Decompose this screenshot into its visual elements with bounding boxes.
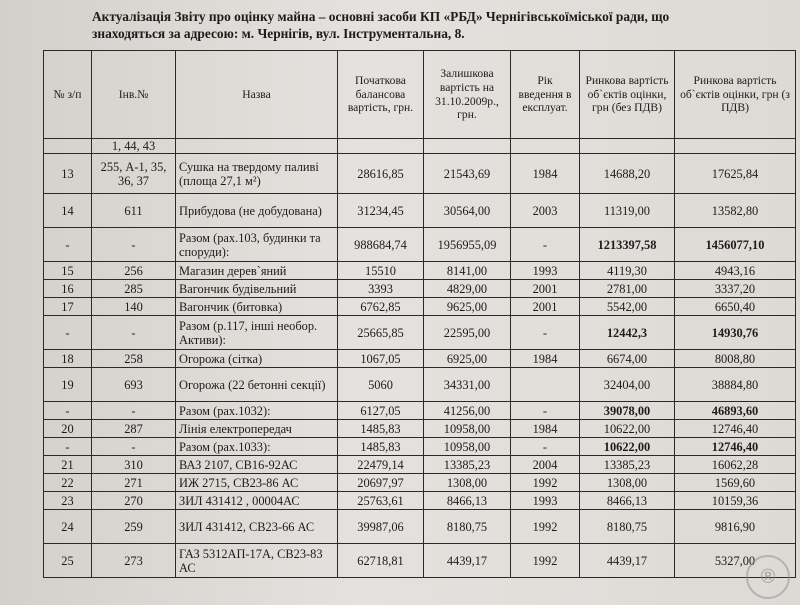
row-initial-cell: 22479,14 [338,456,424,474]
row-residual-cell: 21543,69 [424,154,511,194]
row-num-cell: 21 [44,456,92,474]
row-name-cell: ГАЗ 5312АП-17А, СВ23-83 АС [176,544,338,578]
row-initial-cell: 62718,81 [338,544,424,578]
row-residual-cell: 8180,75 [424,510,511,544]
row-num-cell: 19 [44,368,92,402]
row-inv-cell: 140 [92,298,176,316]
row-inv-cell: 259 [92,510,176,544]
row-inv-cell: 287 [92,420,176,438]
row-num-cell: 24 [44,510,92,544]
row-market-no-vat-cell: 6674,00 [580,350,675,368]
row-market-vat-cell: 8008,80 [675,350,796,368]
row-residual-cell: 10958,00 [424,438,511,456]
row-year-cell: 1992 [511,474,580,492]
row-num-cell: 22 [44,474,92,492]
row-num-cell: - [44,438,92,456]
table-row [44,298,796,316]
header-residual-value: Залишкова вартість на 31.10.2009р., грн. [424,51,511,139]
row-residual-cell: 4439,17 [424,544,511,578]
row-name-cell: Вагончик будівельний [176,280,338,298]
row-residual-cell: 22595,00 [424,316,511,350]
row-name-cell: Разом (рах.1032): [176,402,338,420]
table-row [44,154,796,194]
row-inv-cell: 273 [92,544,176,578]
row-market-no-vat-cell: 13385,23 [580,456,675,474]
header-market-vat: Ринкова вартість об`єктів оцінки, грн (з ПДВ) [675,51,796,139]
row-residual-cell: 4829,00 [424,280,511,298]
row-num-cell: 18 [44,350,92,368]
row-inv-cell: 1, 44, 43 [92,139,176,154]
row-market-no-vat-cell: 10622,00 [580,420,675,438]
row-num-cell: 13 [44,154,92,194]
row-residual-cell: 1956955,09 [424,228,511,262]
row-name-cell: Огорожа (сітка) [176,350,338,368]
row-residual-cell: 6925,00 [424,350,511,368]
row-year-cell [511,139,580,154]
row-inv-cell: 258 [92,350,176,368]
row-year-cell: 2001 [511,280,580,298]
table-row [44,474,796,492]
row-market-vat-cell: 46893,60 [675,402,796,420]
row-market-vat-cell: 12746,40 [675,438,796,456]
row-market-vat-cell: 9816,90 [675,510,796,544]
row-initial-cell: 15510 [338,262,424,280]
row-market-vat-cell: 6650,40 [675,298,796,316]
header-market-no-vat: Ринкова вартість об`єктів оцінки, грн (без ПДВ) [580,51,675,139]
row-num-cell: 15 [44,262,92,280]
row-year-cell [511,368,580,402]
row-num-cell: - [44,316,92,350]
row-market-vat-cell: 5327,00 [675,544,796,578]
row-num-cell: 16 [44,280,92,298]
row-market-no-vat-cell: 4119,30 [580,262,675,280]
row-market-no-vat-cell: 5542,00 [580,298,675,316]
row-year-cell: 1984 [511,350,580,368]
row-name-cell: ЗИЛ 431412 , 00004АС [176,492,338,510]
row-market-no-vat-cell: 32404,00 [580,368,675,402]
row-market-no-vat-cell: 2781,00 [580,280,675,298]
row-name-cell [176,139,338,154]
row-market-no-vat-cell: 39078,00 [580,402,675,420]
row-market-no-vat-cell: 1213397,58 [580,228,675,262]
row-initial-cell: 31234,45 [338,194,424,228]
row-name-cell: Сушка на твердому паливі (площа 27,1 м²) [176,154,338,194]
row-residual-cell: 30564,00 [424,194,511,228]
row-num-cell: 20 [44,420,92,438]
heading-line-1: Актуалізація Звіту про оцінку майна – основні засоби КП «РБД» Чернігівськоїміської ради, що [92,9,670,24]
row-residual-cell: 8141,00 [424,262,511,280]
row-name-cell: Разом (рах.103, будинки та споруди): [176,228,338,262]
row-market-no-vat-cell: 10622,00 [580,438,675,456]
document-heading [92,8,782,42]
row-residual-cell: 41256,00 [424,402,511,420]
row-name-cell: ЗИЛ 431412, СВ23-66 АС [176,510,338,544]
row-name-cell: Разом (р.117, інші необор. Активи): [176,316,338,350]
table-row [44,492,796,510]
row-market-no-vat-cell [580,139,675,154]
row-market-vat-cell: 16062,28 [675,456,796,474]
row-market-no-vat-cell: 1308,00 [580,474,675,492]
row-year-cell: - [511,228,580,262]
row-name-cell: ВАЗ 2107, СВ16-92АС [176,456,338,474]
row-residual-cell: 1308,00 [424,474,511,492]
table-total-row [44,438,796,456]
table-row [44,544,796,578]
row-market-vat-cell: 14930,76 [675,316,796,350]
table-header-row [44,51,796,139]
row-market-no-vat-cell: 8180,75 [580,510,675,544]
row-initial-cell: 3393 [338,280,424,298]
table-total-row [44,402,796,420]
row-year-cell: 1992 [511,510,580,544]
row-initial-cell: 1485,83 [338,438,424,456]
header-year: Рік введення в експлуат. [511,51,580,139]
table-body [44,139,796,578]
row-market-no-vat-cell: 14688,20 [580,154,675,194]
row-market-vat-cell: 10159,36 [675,492,796,510]
row-market-vat-cell: 1456077,10 [675,228,796,262]
heading-line-2: знаходяться за адресою: м. Чернігів, вул. Інструментальна, 8. [92,26,465,41]
table-row [44,420,796,438]
row-num-cell: 17 [44,298,92,316]
table-row [44,139,796,154]
table-row [44,194,796,228]
row-residual-cell: 10958,00 [424,420,511,438]
valuation-table [43,50,796,578]
row-year-cell: - [511,316,580,350]
row-year-cell: 1993 [511,492,580,510]
row-residual-cell: 9625,00 [424,298,511,316]
row-name-cell: Магазин дерев`яний [176,262,338,280]
row-inv-cell: 611 [92,194,176,228]
row-market-vat-cell: 13582,80 [675,194,796,228]
row-inv-cell: 255, А-1, 35, 36, 37 [92,154,176,194]
table-total-row [44,316,796,350]
row-name-cell: Разом (рах.1033): [176,438,338,456]
row-initial-cell: 5060 [338,368,424,402]
row-num-cell: 25 [44,544,92,578]
row-initial-cell: 25665,85 [338,316,424,350]
row-num-cell: - [44,228,92,262]
row-initial-cell: 6762,85 [338,298,424,316]
row-inv-cell: - [92,316,176,350]
row-market-vat-cell: 4943,16 [675,262,796,280]
row-residual-cell: 34331,00 [424,368,511,402]
table-row [44,510,796,544]
row-initial-cell [338,139,424,154]
row-initial-cell: 20697,97 [338,474,424,492]
row-num-cell [44,139,92,154]
row-inv-cell: 256 [92,262,176,280]
table-row [44,456,796,474]
row-year-cell: 2001 [511,298,580,316]
row-year-cell: 2004 [511,456,580,474]
row-market-no-vat-cell: 4439,17 [580,544,675,578]
row-inv-cell: 285 [92,280,176,298]
row-market-vat-cell: 1569,60 [675,474,796,492]
row-year-cell: 1993 [511,262,580,280]
row-name-cell: Вагончик (битовка) [176,298,338,316]
row-initial-cell: 988684,74 [338,228,424,262]
row-year-cell: 1984 [511,154,580,194]
row-name-cell: ИЖ 2715, СВ23-86 АС [176,474,338,492]
row-inv-cell: 270 [92,492,176,510]
table-total-row [44,228,796,262]
row-name-cell: Прибудова (не добудована) [176,194,338,228]
row-initial-cell: 1067,05 [338,350,424,368]
row-market-vat-cell: 12746,40 [675,420,796,438]
row-name-cell: Огорожа (22 бетонні секції) [176,368,338,402]
table-row [44,280,796,298]
row-inv-cell: - [92,438,176,456]
header-inv: Інв.№ [92,51,176,139]
row-residual-cell: 8466,13 [424,492,511,510]
row-initial-cell: 39987,06 [338,510,424,544]
row-market-no-vat-cell: 11319,00 [580,194,675,228]
row-market-vat-cell: 17625,84 [675,154,796,194]
table-row [44,350,796,368]
row-initial-cell: 28616,85 [338,154,424,194]
row-num-cell: 14 [44,194,92,228]
header-name: Назва [176,51,338,139]
row-market-no-vat-cell: 12442,3 [580,316,675,350]
row-residual-cell: 13385,23 [424,456,511,474]
row-year-cell: 1992 [511,544,580,578]
row-residual-cell [424,139,511,154]
row-num-cell: - [44,402,92,420]
row-inv-cell: 310 [92,456,176,474]
row-inv-cell: 693 [92,368,176,402]
row-year-cell: 1984 [511,420,580,438]
row-year-cell: - [511,438,580,456]
header-num: № з/п [44,51,92,139]
row-inv-cell: - [92,402,176,420]
row-market-vat-cell: 3337,20 [675,280,796,298]
row-market-no-vat-cell: 8466,13 [580,492,675,510]
row-name-cell: Лінія електропередач [176,420,338,438]
table-row [44,368,796,402]
row-market-vat-cell [675,139,796,154]
header-initial-value: Початкова балансова вартість, грн. [338,51,424,139]
row-initial-cell: 1485,83 [338,420,424,438]
table-row [44,262,796,280]
row-initial-cell: 6127,05 [338,402,424,420]
row-num-cell: 23 [44,492,92,510]
row-initial-cell: 25763,61 [338,492,424,510]
row-inv-cell: 271 [92,474,176,492]
watermark-logo: ® [746,555,790,599]
row-inv-cell: - [92,228,176,262]
row-year-cell: 2003 [511,194,580,228]
row-year-cell: - [511,402,580,420]
row-market-vat-cell: 38884,80 [675,368,796,402]
